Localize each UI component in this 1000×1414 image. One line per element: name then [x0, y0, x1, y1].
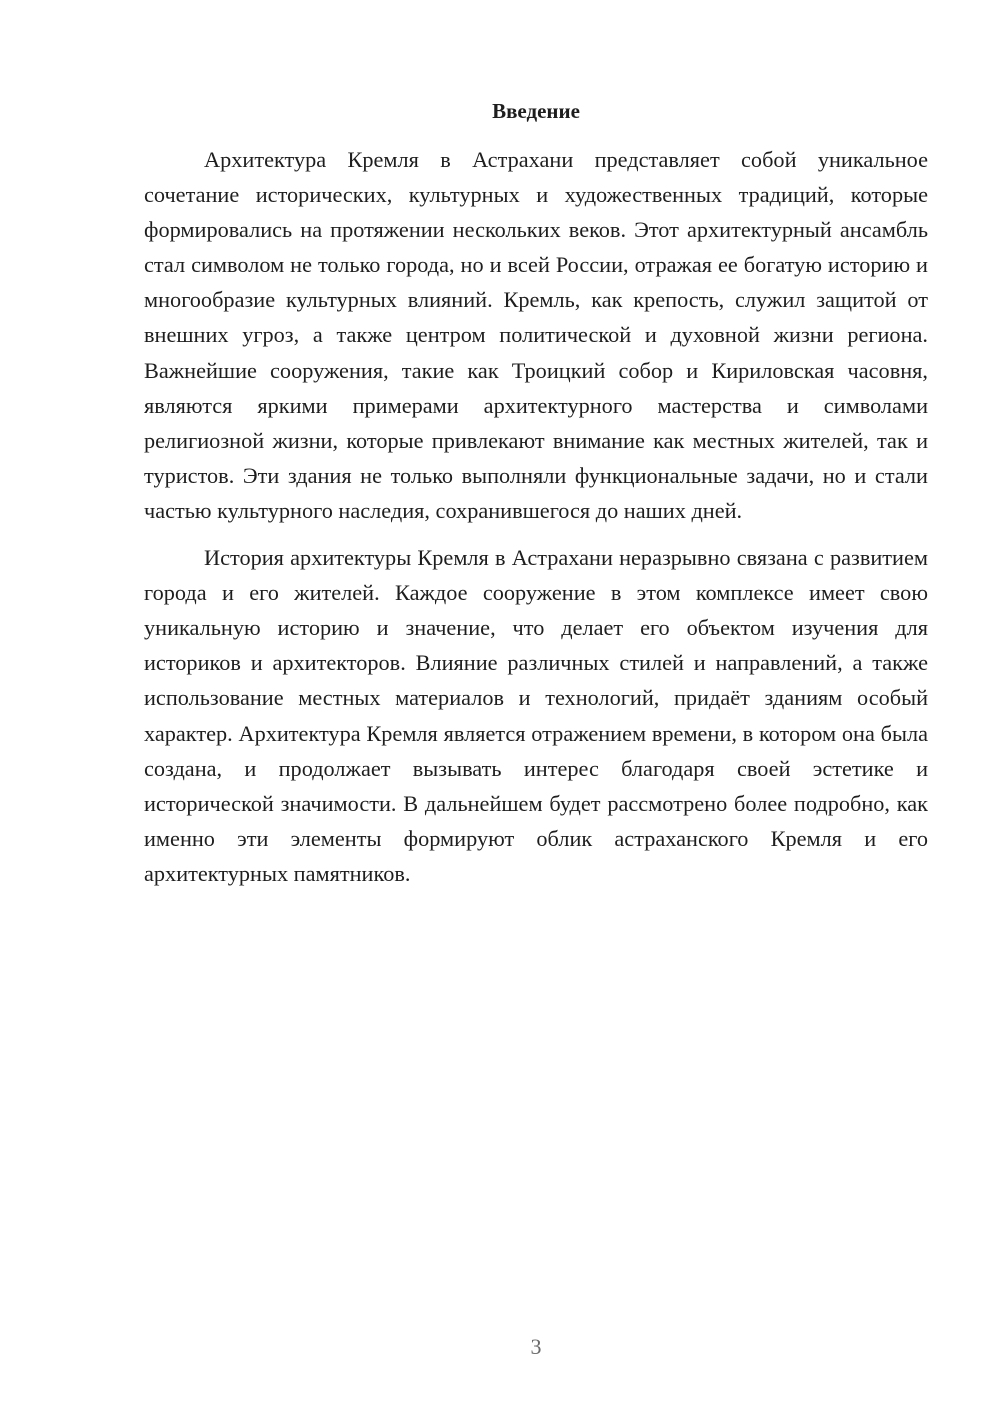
- page-number: 3: [530, 1334, 542, 1359]
- section-heading: Введение: [492, 99, 580, 123]
- paragraph-1: Архитектура Кремля в Астрахани представляет собой уникальное сочетание исторических, культурных и художественных традиций, которые формировались на протяжении нескольких веков. Этот архитектурный ансамбль стал символом не только города, но и всей России, отражая ее богатую историю и многообразие культурных влияний. Кремль, как крепость, служил защитой от внешних угроз, а также центром политической и духовной жизни региона. Важнейшие сооружения, такие как Троицкий собор и Кириловская часовня, являются яркими примерами архитектурного мастерства и символами религиозной жизни, которые привлекают внимание как местных жителей, так и туристов. Эти здания не только выполняли функциональные задачи, но и стали частью культурного наследия, сохранившегося до наших дней.: [144, 147, 928, 523]
- body-text: [144, 142, 928, 891]
- paragraph-2: История архитектуры Кремля в Астрахани неразрывно связана с развитием города и его жителей. Каждое сооружение в этом комплексе имеет свою уникальную историю и значение, что делает его объектом изучения для историков и архитекторов. Влияние различных стилей и направлений, а также использование местных материалов и технологий, придаёт зданиям особый характер. Архитектура Кремля является отражением времени, в котором она была создана, и продолжает вызывать интерес благодаря своей эстетике и исторической значимости. В дальнейшем будет рассмотрено более подробно, как именно эти элементы формируют облик астраханского Кремля и его архитектурных памятников.: [144, 545, 928, 886]
